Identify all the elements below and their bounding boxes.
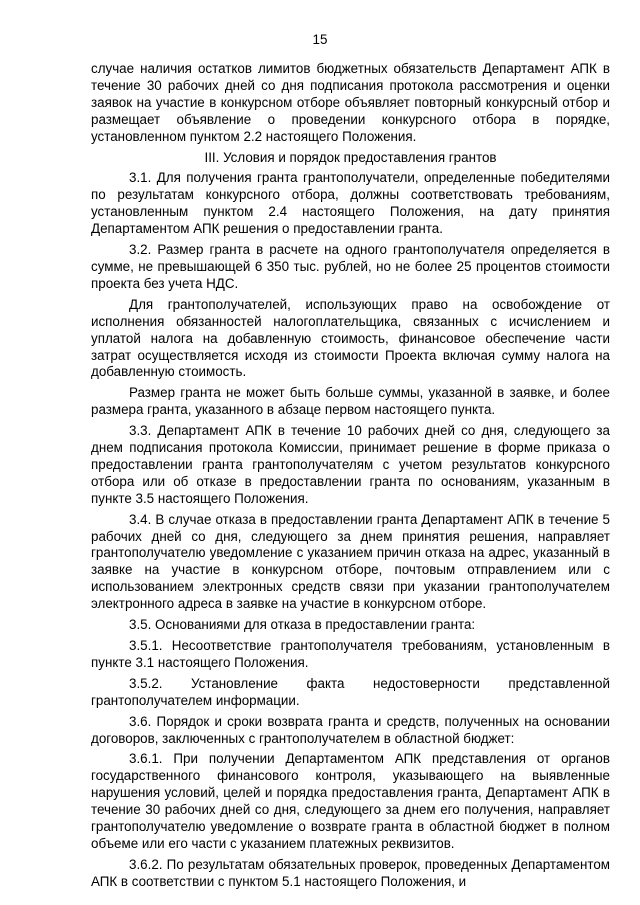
paragraph-3-2: 3.2. Размер гранта в расчете на одного грантополучателя определяется в сумме, не превышающей 6 350 тыс. рублей, но не более 25 процентов стоимости проекта без учета НДС.	[91, 242, 610, 291]
paragraph-3-5-1: 3.5.1. Несоответствие грантополучателя требованиям, установленным в пункте 3.1 настоящего Положения.	[91, 638, 610, 670]
section-heading: III. Условия и порядок предоставления грантов	[204, 149, 497, 165]
paragraph-3-6-1: 3.6.1. При получении Департаментом АПК представления от органов государственного финансового контроля, указывающего на выявленные нарушения условий, целей и порядка предоставления гранта, Департамент АПК в течение 30 рабочих дней со дня, следующего за днем его получения, направляет грантополучателю уведомление о возврате гранта в областной бюджет в полном объеме или его части с указанием платежных реквизитов.	[91, 751, 610, 851]
paragraph-3-5: 3.5. Основаниями для отказа в предоставлении гранта:	[129, 617, 476, 633]
paragraph-3-6: 3.6. Порядок и сроки возврата гранта и средств, полученных на основании договоров, заключенных с грантополучателем в областной бюджет:	[91, 713, 610, 746]
page-number: 15	[312, 32, 328, 47]
document-body	[91, 61, 610, 895]
paragraph-3-1: 3.1. Для получения гранта грантополучатели, определенные победителями по результатам конкурсного отбора, должны соответствовать требованиям, установленным пунктом 2.4 настоящего Положения, на дату принятия Департаментом АПК решения о предоставлении гранта.	[91, 170, 610, 237]
paragraph-3-5-2: 3.5.2. Установление факта недостоверности представленной грантополучателем информации.	[91, 675, 610, 708]
paragraph-3-4: 3.4. В случае отказа в предоставлении гранта Департамент АПК в течение 5 рабочих дней со дня, следующего за днем принятия решения, направляет грантополучателю уведомление с указанием причин отказа на адрес, указанный в заявке на участие в конкурсном отборе, почтовым отправлением или с использованием электронных средств связи при указании грантополучателем электронного адреса в заявке на участие в конкурсном отборе.	[91, 511, 610, 612]
paragraph-continuation: случае наличия остатков лимитов бюджетных обязательств Департамент АПК в течение 30 рабочих дней со дня подписания протокола рассмотрения и оценки заявок на участие в конкурсном отборе объявляет повторный конкурсный отбор и размещает объявление о проведении конкурсного отбора в порядке, установленном пунктом 2.2 настоящего Положения.	[91, 61, 610, 144]
paragraph-3-6-2: 3.6.2. По результатам обязательных проверок, проведенных Департаментом АПК в соответствии с пунктом 5.1 настоящего Положения, и	[91, 856, 610, 889]
paragraph-vat: Для грантополучателей, использующих право на освобождение от исполнения обязанностей налогоплательщика, связанных с исчислением и уплатой налога на добавленную стоимость, финансовое обеспечение части затрат осуществляется исходя из стоимости Проекта включая сумму налога на добавленную стоимость.	[91, 296, 610, 380]
paragraph-grant-limit: Размер гранта не может быть больше суммы, указанной в заявке, и более размера гранта, указанного в абзаце первом настоящего пункта.	[91, 385, 610, 418]
paragraph-3-3: 3.3. Департамент АПК в течение 10 рабочих дней со дня, следующего за днем подписания протокола Комиссии, принимает решение в форме приказа о предоставлении гранта грантополучателям с учетом результатов конкурсного отбора или об отказе в предоставлении гранта по основаниям, указанным в пункте 3.5 настоящего Положения.	[91, 423, 610, 506]
